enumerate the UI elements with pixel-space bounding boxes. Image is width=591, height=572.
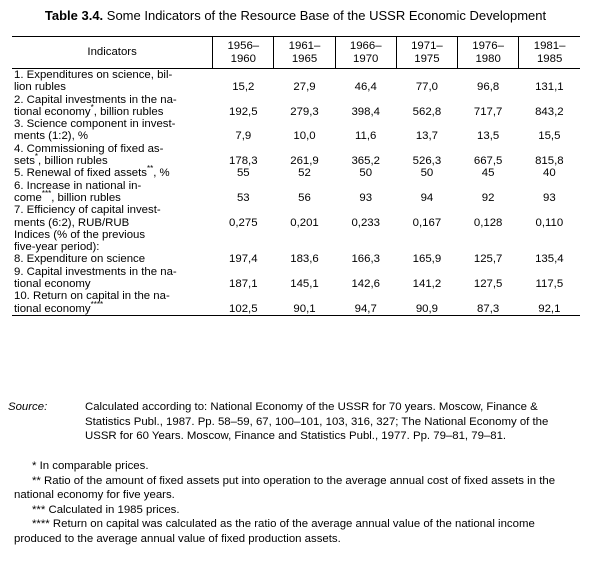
indicator-line: come***, billion rubles (14, 189, 121, 204)
value-cell: 667,5 (473, 155, 503, 168)
value-cell: 7,9 (235, 130, 252, 143)
value-cell: 102,5 (213, 290, 274, 315)
indicator-line: five-year period): (14, 241, 100, 254)
value-cell: 92,1 (519, 290, 580, 315)
value-cell: 15,5 (538, 130, 561, 143)
table-row (12, 118, 580, 143)
header-indicators: Indicators (12, 37, 213, 69)
indicator-label (12, 180, 213, 205)
value-cell: 165,9 (412, 253, 442, 266)
source-note (8, 400, 583, 444)
value-cell: 127,5 (473, 278, 503, 291)
source-label: Source: (8, 401, 48, 413)
table-number: Table 3.4. (44, 8, 104, 23)
value-cell: 166,3 (351, 253, 380, 266)
value-cell: 131,1 (535, 81, 564, 94)
value-cell: 0,167 (412, 216, 442, 229)
footnote: *** Calculated in 1985 prices. (32, 503, 180, 516)
header-period: 1981– 1985 (519, 37, 580, 69)
value-cell: 183,6 (290, 253, 319, 266)
value-cell: 365,2 (351, 155, 380, 168)
value-cell: 815,8 (535, 155, 564, 168)
value-cell (458, 229, 519, 254)
value-cell: 40 (543, 167, 556, 180)
value-cell: 13,7 (415, 130, 438, 143)
indicator-label (12, 253, 213, 265)
value-cell: 56 (298, 191, 311, 204)
indicator-line: 5. Renewal of fixed assets**, % (14, 164, 170, 180)
header-period: 1966– 1970 (335, 37, 396, 69)
value-cell: 11,6 (355, 130, 377, 143)
value-cell: 142,6 (351, 278, 380, 291)
value-cell: 0,233 (351, 216, 380, 229)
value-cell: 0,201 (290, 216, 319, 229)
value-cell: 55 (236, 167, 250, 180)
value-cell: 45 (481, 167, 495, 180)
indicator-label (12, 204, 213, 229)
indicator-line: 8. Expenditure on science (14, 253, 146, 266)
value-cell: 77,0 (415, 81, 438, 94)
table-title (0, 8, 591, 23)
indicator-line: 2. Capital investments in the na- (14, 93, 177, 106)
value-cell: 90,1 (274, 290, 335, 315)
table-caption: Some Indicators of the Resource Base of the USSR Economic Development (103, 8, 547, 23)
indicator-line: 3. Science component in invest- (14, 118, 176, 131)
value-cell (274, 229, 335, 254)
indicator-line: Indices (% of the previous (14, 228, 146, 241)
footnote: **** Return on capital was calculated as the ratio of the average annual value of the national income produced to the average annual value of fixed production assets. (14, 518, 535, 545)
value-cell: 94 (420, 191, 434, 204)
value-cell: 562,8 (412, 105, 442, 118)
value-cell: 90,9 (396, 290, 457, 315)
indicator-line: lion rubles (14, 81, 66, 94)
indicator-line: ments (6:2), RUB/RUB (14, 216, 130, 229)
value-cell: 261,9 (290, 155, 319, 168)
table-row (12, 290, 580, 315)
value-cell (335, 229, 396, 254)
value-cell: 526,3 (412, 155, 442, 168)
indicator-line: tional economy*, billion rubles (14, 103, 164, 118)
value-cell: 93 (543, 191, 556, 204)
source-text: Calculated according to: National Economy of the USSR for 70 years. Moscow, Finance & Statistics Publ., 1987. Pp. 58–59, 67, 100–101, 103, 316, 327; The National Economy of the USSR for 60 Years. Moscow, Finance and Statistics Publ., 1977. Pp. 79–81, 79–81. (85, 401, 549, 442)
footnote: * In comparable prices. (32, 460, 149, 472)
value-cell: 15,2 (232, 81, 255, 94)
value-cell: 0,128 (473, 216, 503, 229)
footnote: ** Ratio of the amount of fixed assets put into operation to the average annual cost of fixed assets in the national economy for five years. (14, 474, 556, 501)
indicator-label (12, 266, 213, 291)
indicator-line: ments (1:2), % (14, 130, 89, 143)
value-cell: 53 (236, 191, 250, 204)
indicator-line: 10. Return on capital in the na- (14, 290, 170, 303)
header-period: 1961– 1965 (274, 37, 335, 69)
value-cell: 843,2 (535, 105, 564, 118)
value-cell: 94,7 (335, 290, 396, 315)
indicator-label (12, 164, 213, 180)
value-cell: 192,5 (229, 105, 258, 118)
table-row (12, 69, 580, 94)
indicator-label (12, 290, 213, 315)
table-row (12, 253, 580, 265)
value-cell: 197,4 (229, 253, 258, 266)
value-cell: 50 (420, 167, 434, 180)
table-row (12, 204, 580, 229)
indicator-line: 6. Increase in national in- (14, 179, 142, 192)
indicator-line: 1. Expenditures on science, bil- (14, 69, 173, 81)
indicator-label (12, 118, 213, 143)
value-cell (396, 229, 457, 254)
indicator-line: 9. Capital investments in the na- (14, 265, 177, 278)
indicator-line: tional economy (14, 278, 91, 291)
value-cell: 50 (359, 167, 373, 180)
indicator-line: 7. Efficiency of capital invest- (14, 204, 161, 217)
value-cell: 27,9 (293, 81, 316, 94)
header-period: 1976– 1980 (458, 37, 519, 69)
value-cell: 92 (481, 191, 495, 204)
value-cell: 87,3 (458, 290, 519, 315)
value-cell: 135,4 (535, 253, 564, 266)
indicator-label (12, 94, 213, 119)
value-cell: 279,3 (290, 105, 319, 118)
table-row (12, 180, 580, 205)
header-period: 1971– 1975 (396, 37, 457, 69)
value-cell (519, 229, 580, 254)
value-cell: 96,8 (477, 81, 500, 94)
value-cell: 52 (298, 167, 311, 180)
value-cell: 13,5 (477, 130, 500, 143)
indicator-label (12, 229, 213, 254)
indicator-line: tional economy**** (14, 299, 104, 315)
value-cell: 178,3 (229, 155, 258, 168)
value-cell: 0,110 (535, 216, 564, 229)
footnotes (14, 459, 582, 546)
value-cell: 0,275 (229, 216, 258, 229)
value-cell: 125,7 (473, 253, 503, 266)
indicators-table (12, 36, 580, 316)
indicator-label (12, 69, 213, 94)
table-row (12, 266, 580, 291)
value-cell: 46,4 (354, 81, 377, 94)
value-cell: 93 (359, 191, 373, 204)
indicator-line: sets*, billion rubles (14, 152, 108, 168)
value-cell: 10,0 (293, 130, 316, 143)
value-cell: 117,5 (535, 278, 564, 291)
table-row (12, 229, 580, 254)
value-cell (213, 229, 274, 254)
table-row (12, 167, 580, 179)
value-cell: 141,2 (412, 278, 442, 291)
indicator-label (12, 143, 213, 168)
table-body (12, 69, 580, 316)
value-cell: 145,1 (290, 278, 319, 291)
value-cell: 187,1 (229, 278, 258, 291)
table-row (12, 143, 580, 168)
indicator-line: 4. Commissioning of fixed as- (14, 142, 164, 155)
value-cell: 717,7 (473, 105, 503, 118)
header-row (12, 37, 580, 69)
value-cell: 398,4 (351, 105, 380, 118)
header-period: 1956– 1960 (213, 37, 274, 69)
table-row (12, 94, 580, 119)
